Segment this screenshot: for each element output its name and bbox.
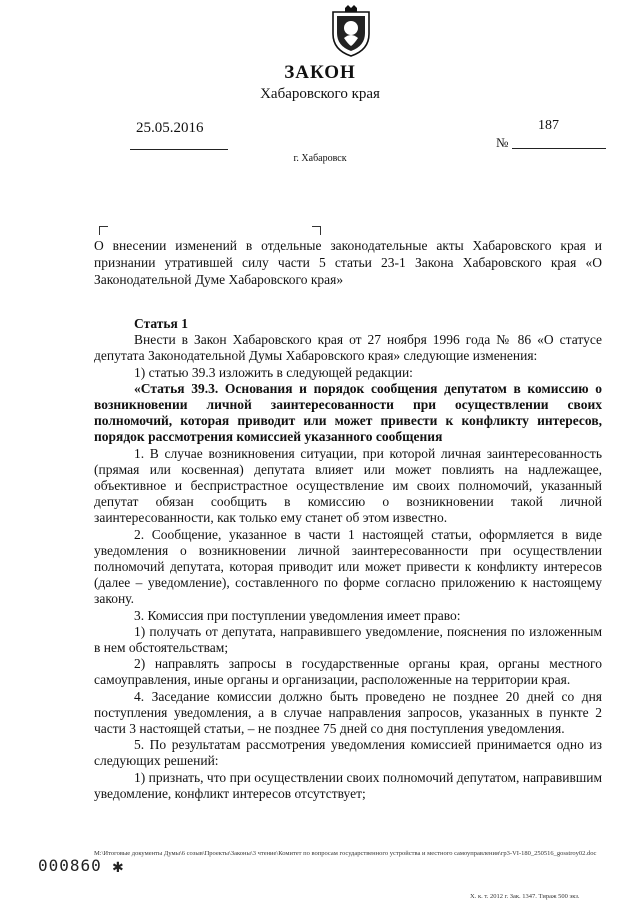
article-paragraph: 5. По результатам рассмотрения уведомления комиссией принимается одно из следующих решений:	[94, 737, 602, 769]
document-date: 25.05.2016	[136, 120, 204, 136]
document-type-title: ЗАКОН	[284, 62, 356, 83]
document-region-subtitle: Хабаровского края	[260, 86, 380, 102]
article-paragraph: Внести в Закон Хабаровского края от 27 ноября 1996 года № 86 «О статусе депутата Законодательной Думы Хабаровского края» следующие изменения:	[94, 332, 602, 364]
article-paragraph: 1. В случае возникновения ситуации, при которой личная заинтересованность (прямая или косвенная) депутата влияет или может повлиять на надлежащее, объективное и беспристрастное осуществление им своих полномочий, указанный депутат обязан сообщить в комиссию о возникновении такой личной заинтересованности, как только ему станет об этом известно.	[94, 445, 602, 526]
city-label: г. Хабаровск	[293, 153, 347, 164]
article-paragraph: 1) статью 39.3 изложить в следующей редакции:	[134, 364, 413, 380]
asterisk-mark-icon: ✱	[112, 861, 124, 876]
stamp-number: 000860	[38, 856, 102, 875]
number-sign: №	[496, 135, 509, 150]
number-underline	[512, 148, 606, 149]
article-paragraph: 1) признать, что при осуществлении своих полномочий депутатом, направившим уведомление, конфликт интересов отсутствует;	[94, 769, 602, 801]
article-paragraph: 4. Заседание комиссии должно быть проведено не позднее 20 дней со дня поступления уведомления, а в случае направления запросов, указанных в пункте 2 части 3 настоящей статьи, – не позднее 75 дней со дня поступления уведомления.	[94, 688, 602, 737]
article-paragraph: 2. Сообщение, указанное в части 1 настоящей статьи, оформляется в виде уведомления о возникновении личной заинтересованности при осуществлении полномочий депутата, которая приводит или может привести к конфликту интересов (далее – уведомление), составленного по форме согласно приложению к настоящему закону.	[94, 526, 602, 607]
law-heading: О внесении изменений в отдельные законодательные акты Хабаровского края и признании утратившей силу части 5 статьи 23-1 Закона Хабаровского края «О Законодательной Думе Хабаровского края»	[94, 238, 602, 287]
document-number: 187	[538, 118, 559, 133]
article-title: Статья 1	[134, 316, 188, 331]
article-paragraph: 3. Комиссия при поступлении уведомления имеет право:	[134, 607, 461, 623]
date-underline	[130, 149, 228, 150]
article-paragraph: 1) получать от депутата, направившего уведомление, пояснения по изложенным в нем обстоятельствам;	[94, 623, 602, 656]
article-body	[94, 316, 602, 802]
print-run-info: Х. к. т. 2012 г. Зак. 1347. Тираж 500 экз.	[470, 893, 580, 900]
heading-corner-mark-left	[99, 226, 108, 235]
article-paragraphs	[94, 332, 602, 802]
article-paragraph: «Статья 39.3. Основания и порядок сообщения депутатом в комиссию о возникновении личной заинтересованности при осуществлении своих полномочий, которая приводит или может привести к конфликту интересов, порядок рассмотрения комиссией указанного сообщения	[94, 380, 602, 445]
article-paragraph: 2) направлять запросы в государственные органы края, органы местного самоуправления, иные органы и организации, расположенные на территории края.	[94, 656, 602, 688]
heading-corner-mark-right	[312, 226, 321, 235]
coat-of-arms-emblem	[330, 4, 372, 58]
footer-file-path: М:\Итоговые документы Думы\6 созыв\Проекты\Законы\3 чтение\Комитет по вопросам государственного устройства и местного самоуправления\гр3-VI-180_250516_gosstroy02.doc	[94, 850, 597, 857]
